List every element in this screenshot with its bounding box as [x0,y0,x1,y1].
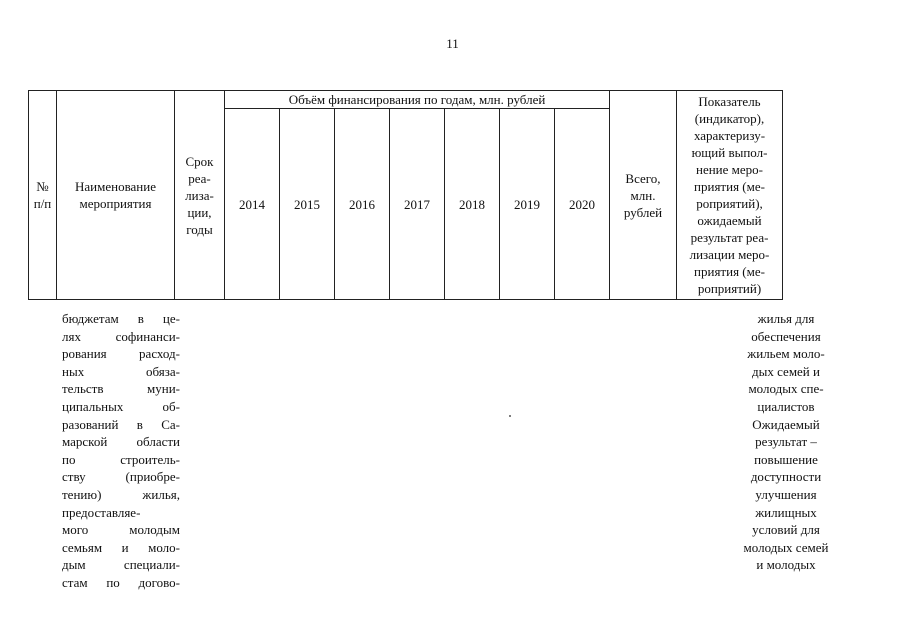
text-line: марской области [62,434,180,450]
activity-name-continuation [62,310,180,592]
text-line: условий для [752,522,820,538]
text-line: молодых спе- [748,381,824,397]
text-line: жилья для [757,311,815,326]
text-line: стам по догово- [62,574,180,590]
header-term: Срок реа-лиза-ции, годы [175,91,225,300]
text-line: семьям и моло- [62,539,180,555]
indicator-continuation [733,310,839,574]
text-line: по строитель- [62,451,180,467]
header-year: 2020 [555,109,610,300]
header-activity-name: Наименование мероприятия [57,91,175,300]
text-line: обеспечения [751,328,821,344]
text-line: лях софинанси- [62,328,180,344]
header-total: Всего, млн. рублей [610,91,677,300]
text-line: молодых семей [743,539,829,555]
text-line: Ожидаемый [752,416,820,432]
text-line: рования расход- [62,346,180,362]
text-line: бюджетам в це- [62,311,180,326]
text-line: жильем моло- [747,346,825,362]
text-line: результат – [755,434,817,450]
text-line: тению) жилья, [62,486,180,502]
header-year: 2018 [445,109,500,300]
header-year: 2016 [335,109,390,300]
text-line: дым специали- [62,557,180,573]
financing-table [28,90,783,300]
scan-speck [509,415,511,417]
header-year: 2017 [390,109,445,300]
text-line: тельств муни- [62,381,180,397]
header-year: 2015 [280,109,335,300]
text-line: дых семей и [752,363,820,379]
text-line: улучшения [755,486,817,502]
header-year: 2014 [225,109,280,300]
text-line: повышение [754,451,818,467]
header-financing: Объём финансирования по годам, млн. рублей [225,91,610,109]
text-line: мого молодым [62,522,180,538]
text-line: и молодых [756,557,816,573]
header-number: № п/п [29,91,57,300]
text-line: ству (приобре- [62,469,180,485]
page-number: 11 [446,36,459,51]
text-line: ципальных об- [62,398,180,414]
header-year: 2019 [500,109,555,300]
text-line: доступности [750,469,822,485]
text-line: предоставляе- [62,504,141,520]
header-indicator: Показатель (индикатор), характеризу-ющий выпол-нение меро-приятия (ме-роприятий), ожидаемый результат реа-лизации меро-приятия (ме-роприятий) [677,91,783,300]
text-line: циалистов [757,398,815,414]
text-line: ных обяза- [62,363,180,379]
text-line: разований в Са- [62,416,180,432]
text-line: жилищных [755,504,817,520]
